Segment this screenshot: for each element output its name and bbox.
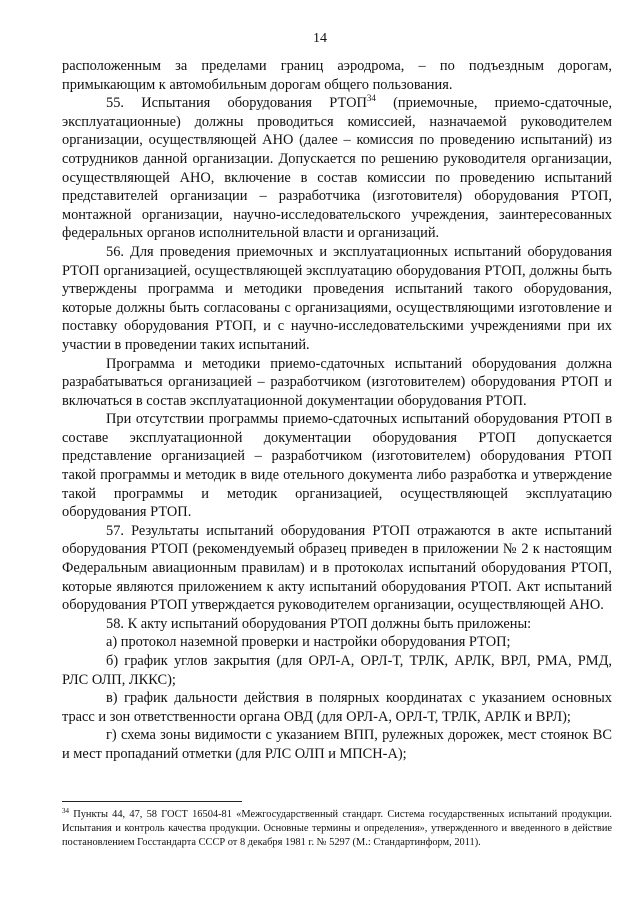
list-item-b: б) график углов закрытия (для ОРЛ-А, ОРЛ-Т, ТРЛК, АРЛК, ВРЛ, РМА, РМД, РЛС ОЛП, ЛККС);	[62, 653, 612, 688]
footnote-ref[interactable]: 34	[366, 93, 376, 104]
list-item-g: г) схема зоны видимости с указанием ВПП, рулежных дорожек, мест стоянок ВС и мест пропаданий отметки (для РЛС ОЛП и МПСН-А);	[62, 727, 612, 762]
footnote-divider	[62, 801, 242, 802]
paragraph-55-rest: (приемочные, приемо-сдаточные, эксплуатационные) должны проводиться комиссией, назначаемой руководителем организации, осуществляющей АНО (далее – комиссия по проведению испытаний) из сотрудников данной организации. Допускается по решению руководителя организации, осуществляющей АНО, включение в состав комиссии по проведению испытаний представителей организации – разработчика (изготовителя) оборудования РТОП, монтажной организации, научно-исследовательского учреждения, заинтересованных федеральных органов исполнительной власти и организаций.	[62, 95, 612, 242]
paragraph-absence: При отсутствии программы приемо-сдаточных испытаний оборудования РТОП в составе эксплуатационной документации оборудования РТОП допускается представление организацией – разработчиком (изготовителем) оборудования РТОП такой программы и методик в виде отельного документа либо разработка и утверждение такой программы и методик организацией, осуществляющей эксплуатацию оборудования РТОП.	[62, 411, 612, 521]
list-item-v: в) график дальности действия в полярных координатах с указанием основных трасс и зон ответственности органа ОВД (для ОРЛ-А, ОРЛ-Т, ТРЛК, АРЛК и ВРЛ);	[62, 690, 612, 725]
paragraph-55	[62, 94, 612, 243]
footnote-marker: 34	[62, 807, 69, 815]
paragraph-56: 56. Для проведения приемочных и эксплуатационных испытаний оборудования РТОП организацией, осуществляющей эксплуатацию оборудования РТОП, должны быть утверждены программа и методики проведения испытаний такого оборудования, которые должны быть согласованы с организациями, осуществляющими изготовление и поставку оборудования РТОП, и с научно-исследовательскими учреждениями при их участии в проведении таких испытаний.	[62, 243, 612, 353]
footnote-text: Пункты 44, 47, 58 ГОСТ 16504-81 «Межгосударственный стандарт. Система государственных испытаний продукции. Испытания и контроль качества продукции. Основные термины и определения», утвержденного и введенного в действие постановлением Госстандарта СССР от 8 декабря 1981 г. № 5297 (М.: Стандартинформ, 2011).	[62, 809, 612, 848]
paragraph-55-lead: 55. Испытания оборудования РТОП	[106, 95, 367, 112]
paragraph-continuation: расположенным за пределами границ аэродрома, – по подъездным дорогам, примыкающим к автомобильным дорогам общего пользования.	[62, 58, 612, 93]
paragraph-program: Программа и методики приемо-сдаточных испытаний оборудования должна разрабатываться организацией – разработчиком (изготовителем) оборудования РТОП и включаться в состав эксплуатационной документации оборудования РТОП.	[62, 355, 612, 409]
list-item-a: а) протокол наземной проверки и настройки оборудования РТОП;	[106, 634, 511, 651]
paragraph-57: 57. Результаты испытаний оборудования РТОП отражаются в акте испытаний оборудования РТОП (рекомендуемый образец приведен в приложении № 2 к настоящим Федеральным авиационным правилам) и в протоколах испытаний оборудования РТОП, которые являются приложением к акту испытаний оборудования РТОП. Акт испытаний оборудования РТОП утверждается руководителем организации, осуществляющей АНО.	[62, 522, 612, 614]
footnote	[62, 808, 612, 850]
body-text	[62, 57, 612, 764]
page-number: 14	[313, 31, 327, 46]
paragraph-58: 58. К акту испытаний оборудования РТОП должны быть приложены:	[106, 615, 532, 632]
